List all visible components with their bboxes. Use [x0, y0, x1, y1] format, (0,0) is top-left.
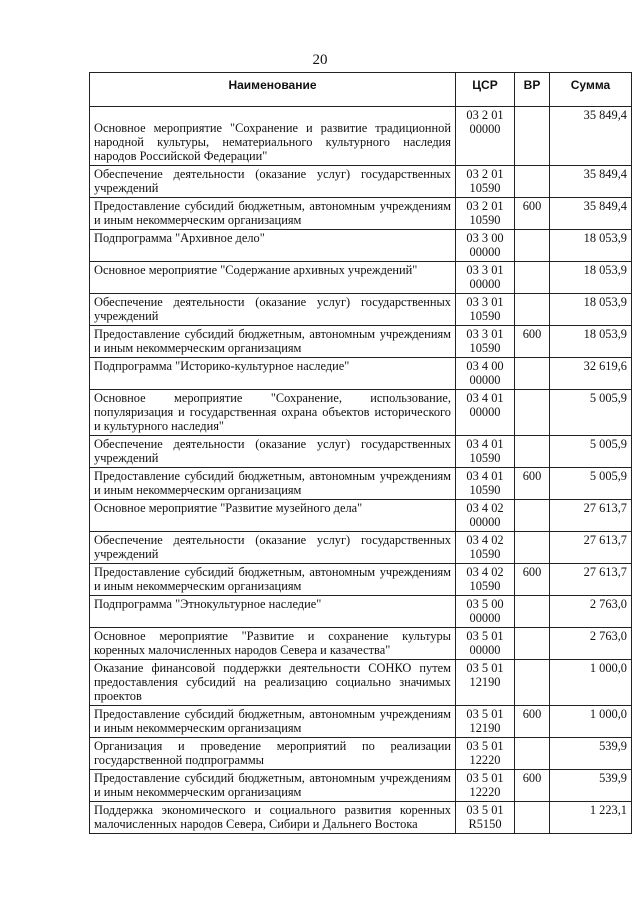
cell-name: Предоставление субсидий бюджетным, автономным учреждениям и иным некоммерческим организациям	[90, 468, 456, 500]
header-csr: ЦСР	[456, 73, 515, 107]
cell-name: Предоставление субсидий бюджетным, автономным учреждениям и иным некоммерческим организациям	[90, 564, 456, 596]
cell-sum: 27 613,7	[550, 500, 632, 532]
cell-vr	[515, 294, 550, 326]
cell-sum: 27 613,7	[550, 532, 632, 564]
cell-sum: 27 613,7	[550, 564, 632, 596]
cell-csr: 03 5 01 12190	[456, 706, 515, 738]
table-row	[90, 294, 632, 326]
cell-csr: 03 5 01 R5150	[456, 802, 515, 834]
cell-name: Оказание финансовой поддержки деятельности СОНКО путем предоставления субсидий на реализацию социально значимых проектов	[90, 660, 456, 706]
cell-vr	[515, 436, 550, 468]
cell-vr	[515, 107, 550, 166]
cell-vr	[515, 358, 550, 390]
table-header-row	[90, 73, 632, 107]
table-row	[90, 802, 632, 834]
cell-name: Основное мероприятие "Сохранение и развитие традиционной народной культуры, нематериального культурного наследия народов Российской Федерации"	[90, 107, 456, 166]
table-row	[90, 596, 632, 628]
table-row	[90, 390, 632, 436]
cell-sum: 2 763,0	[550, 628, 632, 660]
cell-sum: 5 005,9	[550, 468, 632, 500]
cell-name: Предоставление субсидий бюджетным, автономным учреждениям и иным некоммерческим организациям	[90, 326, 456, 358]
cell-vr	[515, 500, 550, 532]
cell-name: Основное мероприятие "Сохранение, использование, популяризация и государственная охрана объектов исторического и культурного наследия"	[90, 390, 456, 436]
cell-vr: 600	[515, 770, 550, 802]
page-number: 20	[312, 52, 328, 68]
cell-vr: 600	[515, 198, 550, 230]
cell-name: Организация и проведение мероприятий по реализации государственной подпрограммы	[90, 738, 456, 770]
cell-csr: 03 5 01 00000	[456, 628, 515, 660]
cell-name: Подпрограмма "Этнокультурное наследие"	[90, 596, 456, 628]
cell-sum: 18 053,9	[550, 326, 632, 358]
cell-vr: 600	[515, 468, 550, 500]
table-row	[90, 660, 632, 706]
table-row	[90, 262, 632, 294]
cell-sum: 18 053,9	[550, 230, 632, 262]
table-row	[90, 358, 632, 390]
header-sum: Сумма	[550, 73, 632, 107]
cell-sum: 539,9	[550, 770, 632, 802]
cell-sum: 539,9	[550, 738, 632, 770]
cell-csr: 03 4 00 00000	[456, 358, 515, 390]
table-row	[90, 770, 632, 802]
table-row	[90, 500, 632, 532]
cell-vr	[515, 166, 550, 198]
table-row	[90, 468, 632, 500]
cell-csr: 03 3 01 10590	[456, 294, 515, 326]
table-row	[90, 532, 632, 564]
table-row	[90, 706, 632, 738]
cell-vr	[515, 230, 550, 262]
cell-vr	[515, 390, 550, 436]
cell-name: Обеспечение деятельности (оказание услуг) государственных учреждений	[90, 436, 456, 468]
cell-csr: 03 3 00 00000	[456, 230, 515, 262]
cell-sum: 2 763,0	[550, 596, 632, 628]
cell-csr: 03 5 01 12220	[456, 738, 515, 770]
cell-name: Подпрограмма "Архивное дело"	[90, 230, 456, 262]
header-name: Наименование	[90, 73, 456, 107]
cell-sum: 1 223,1	[550, 802, 632, 834]
cell-csr: 03 4 01 10590	[456, 468, 515, 500]
cell-vr: 600	[515, 326, 550, 358]
cell-sum: 5 005,9	[550, 436, 632, 468]
cell-sum: 18 053,9	[550, 294, 632, 326]
table-row	[90, 107, 632, 166]
cell-csr: 03 5 01 12220	[456, 770, 515, 802]
table-row	[90, 738, 632, 770]
cell-vr: 600	[515, 564, 550, 596]
cell-vr	[515, 738, 550, 770]
cell-csr: 03 4 02 10590	[456, 564, 515, 596]
table-row	[90, 628, 632, 660]
cell-name: Основное мероприятие "Развитие музейного дела"	[90, 500, 456, 532]
cell-name: Подпрограмма "Историко-культурное наследие"	[90, 358, 456, 390]
table-row	[90, 564, 632, 596]
cell-name: Основное мероприятие "Развитие и сохранение культуры коренных малочисленных народов Севера и казачества"	[90, 628, 456, 660]
cell-name: Предоставление субсидий бюджетным, автономным учреждениям и иным некоммерческим организациям	[90, 770, 456, 802]
table-row	[90, 436, 632, 468]
table-row	[90, 166, 632, 198]
cell-csr: 03 5 01 12190	[456, 660, 515, 706]
cell-sum: 35 849,4	[550, 198, 632, 230]
cell-csr: 03 4 01 00000	[456, 390, 515, 436]
cell-csr: 03 3 01 10590	[456, 326, 515, 358]
cell-name: Обеспечение деятельности (оказание услуг) государственных учреждений	[90, 294, 456, 326]
cell-sum: 5 005,9	[550, 390, 632, 436]
cell-sum: 1 000,0	[550, 660, 632, 706]
table-row	[90, 198, 632, 230]
cell-vr	[515, 262, 550, 294]
table-row	[90, 230, 632, 262]
cell-name: Предоставление субсидий бюджетным, автономным учреждениям и иным некоммерческим организациям	[90, 198, 456, 230]
cell-vr	[515, 596, 550, 628]
cell-csr: 03 2 01 10590	[456, 166, 515, 198]
cell-name: Обеспечение деятельности (оказание услуг) государственных учреждений	[90, 166, 456, 198]
cell-vr	[515, 660, 550, 706]
table-body	[90, 107, 632, 834]
cell-sum: 32 619,6	[550, 358, 632, 390]
cell-sum: 35 849,4	[550, 166, 632, 198]
cell-csr: 03 4 02 10590	[456, 532, 515, 564]
cell-name: Предоставление субсидий бюджетным, автономным учреждениям и иным некоммерческим организациям	[90, 706, 456, 738]
budget-table	[89, 72, 632, 834]
cell-name: Основное мероприятие "Содержание архивных учреждений"	[90, 262, 456, 294]
cell-name: Обеспечение деятельности (оказание услуг) государственных учреждений	[90, 532, 456, 564]
cell-sum: 1 000,0	[550, 706, 632, 738]
cell-csr: 03 5 00 00000	[456, 596, 515, 628]
cell-csr: 03 4 02 00000	[456, 500, 515, 532]
cell-csr: 03 2 01 10590	[456, 198, 515, 230]
cell-name: Поддержка экономического и социального развития коренных малочисленных народов Севера, Сибири и Дальнего Востока	[90, 802, 456, 834]
cell-vr	[515, 532, 550, 564]
table-row	[90, 326, 632, 358]
cell-csr: 03 2 01 00000	[456, 107, 515, 166]
cell-sum: 18 053,9	[550, 262, 632, 294]
cell-csr: 03 3 01 00000	[456, 262, 515, 294]
cell-sum: 35 849,4	[550, 107, 632, 166]
cell-vr	[515, 802, 550, 834]
header-vr: ВР	[515, 73, 550, 107]
cell-vr: 600	[515, 706, 550, 738]
cell-vr	[515, 628, 550, 660]
cell-csr: 03 4 01 10590	[456, 436, 515, 468]
